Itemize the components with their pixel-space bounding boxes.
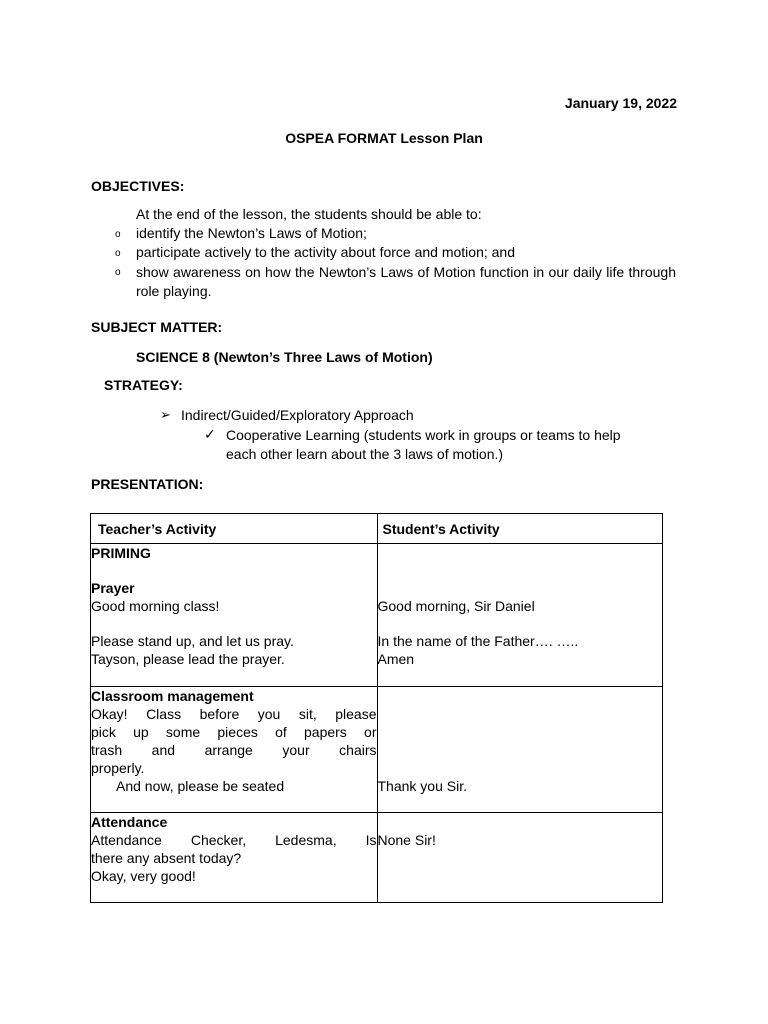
teacher-cell [91, 544, 378, 687]
teacher-line: there any absent today? [91, 850, 242, 866]
presentation-heading: PRESENTATION: [91, 476, 204, 492]
teacher-line: Okay, very good! [91, 868, 196, 884]
teacher-cell [91, 813, 378, 903]
student-cell [377, 544, 663, 687]
teacher-line: Tayson, please lead the prayer. [91, 651, 285, 667]
objective-item: participate actively to the activity about force and motion; and [136, 244, 515, 260]
check-mark-icon: ✓ [204, 426, 216, 442]
subject-matter-text: SCIENCE 8 (Newton’s Three Laws of Motion) [136, 349, 433, 365]
table-row [91, 813, 663, 903]
subject-matter-heading: SUBJECT MATTER: [91, 319, 223, 335]
table-header-row [91, 514, 663, 544]
teacher-line: Okay! Class before you sit, please [91, 706, 377, 722]
section-title: PRIMING [91, 545, 151, 561]
bullet-icon: o [115, 229, 121, 240]
student-line: In the name of the Father…. ….. [377, 633, 579, 649]
bullet-icon: o [115, 248, 121, 259]
teacher-cell [91, 687, 378, 813]
strategy-heading: STRATEGY: [104, 377, 183, 393]
bullet-icon: o [115, 267, 121, 278]
lesson-date: January 19, 2022 [564, 95, 677, 111]
student-line: Good morning, Sir Daniel [377, 598, 535, 614]
column-header-student: Student’s Activity [377, 514, 663, 544]
strategy-item: Indirect/Guided/Exploratory Approach [181, 407, 414, 423]
activity-subtitle: Attendance [91, 814, 168, 830]
objective-item: identify the Newton’s Laws of Motion; [136, 225, 367, 241]
student-line: Thank you Sir. [377, 778, 467, 794]
objective-item: show awareness on how the Newton’s Laws of Motion function in our daily life through role playing. [136, 264, 676, 299]
teacher-line: properly. [91, 760, 145, 776]
page-title: OSPEA FORMAT Lesson Plan [285, 130, 483, 146]
student-cell [377, 813, 663, 903]
presentation-table [90, 513, 663, 903]
activity-subtitle: Classroom management [91, 688, 254, 704]
student-line: Amen [377, 651, 415, 667]
teacher-line: Please stand up, and let us pray. [91, 633, 294, 649]
table-row [91, 687, 663, 813]
teacher-line: Good morning class! [91, 598, 220, 614]
activity-subtitle: Prayer [91, 580, 135, 596]
table-row [91, 544, 663, 687]
teacher-line: Attendance Checker, Ledesma, Is [91, 832, 377, 848]
arrow-bullet-icon: ➢ [160, 407, 171, 422]
strategy-subitem-line: each other learn about the 3 laws of motion.) [226, 446, 504, 462]
student-line: None Sir! [377, 832, 436, 848]
teacher-line: trash and arrange your chairs [91, 742, 377, 758]
teacher-line: And now, please be seated [116, 778, 285, 794]
teacher-line: pick up some pieces of papers or [91, 724, 377, 740]
objectives-intro: At the end of the lesson, the students should be able to: [136, 206, 482, 222]
column-header-teacher: Teacher’s Activity [91, 514, 378, 544]
strategy-subitem-line: Cooperative Learning (students work in groups or teams to help [226, 427, 621, 443]
objectives-heading: OBJECTIVES: [91, 178, 185, 194]
student-cell [377, 687, 663, 813]
